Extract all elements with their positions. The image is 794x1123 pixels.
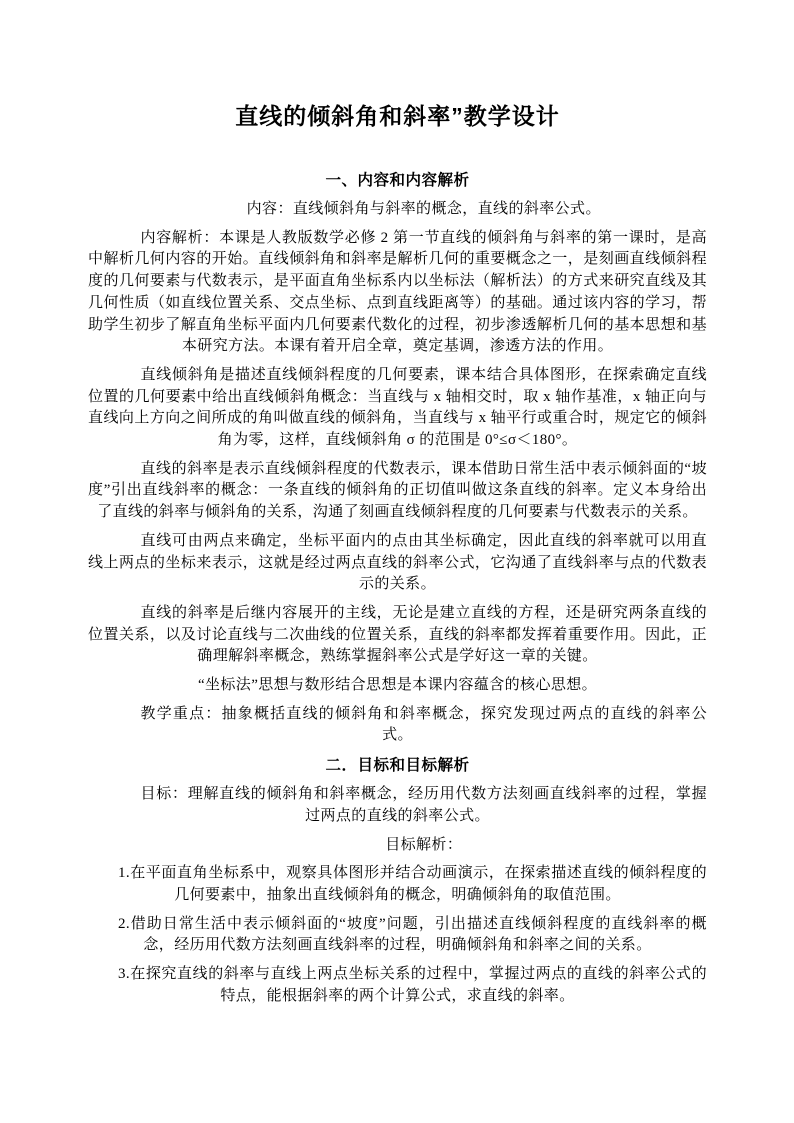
- content-analysis-paragraph-2: 直线倾斜角是描述直线倾斜程度的几何要素，课本结合具体图形，在探索确定直线位置的几何要素中给出直线倾斜角概念：当直线与 x 轴相交时，取 x 轴作基准，x 轴正向与直线向上方向之间所成的角叫做直线的倾斜角，当直线与 x 轴平行或重合时，规定它的倾斜角为零，这样，直线倾斜角 σ 的范围是 0°≤σ＜180°。: [88, 366, 707, 449]
- goal-analysis-item-3: 3.在探究直线的斜率与直线上两点坐标关系的过程中，掌握过两点的直线的斜率公式的特点，能根据斜率的两个计算公式，求直线的斜率。: [118, 966, 707, 1004]
- goal-paragraph: 目标：理解直线的倾斜角和斜率概念，经历用代数方法刻画直线斜率的过程，掌握过两点的直线的斜率公式。: [140, 786, 707, 824]
- section-heading-goal-analysis: 二．目标和目标解析: [325, 757, 470, 775]
- goal-analysis-label: 目标解析：: [385, 836, 463, 853]
- content-analysis-paragraph-5: 直线的斜率是后继内容展开的主线，无论是建立直线的方程，还是研究两条直线的位置关系，以及讨论直线与二次曲线的位置关系，直线的斜率都发挥着重要作用。因此，正确理解斜率概念，熟练掌握斜率公式是学好这一章的关键。: [88, 604, 707, 665]
- content-analysis-paragraph-3: 直线的斜率是表示直线倾斜程度的代数表示，课本借助日常生活中表示倾斜面的“坡度”引出直线斜率的概念：一条直线的倾斜角的正切值叫做这条直线的斜率。定义本身给出了直线的斜率与倾斜角的关系，沟通了刻画直线倾斜程度的几何要素与代数表示的关系。: [88, 460, 707, 521]
- section-heading-content-analysis: 一、内容和内容解析: [325, 172, 470, 189]
- goal-analysis-item-1: 1.在平面直角坐标系中，观察具体图形并结合动画演示，在探索描述直线的倾斜程度的几何要素中，抽象出直线倾斜角的概念，明确倾斜角的取值范围。: [118, 865, 707, 903]
- content-analysis-paragraph-4: 直线可由两点来确定，坐标平面内的点由其坐标确定，因此直线的斜率就可以用直线上两点的坐标来表示，这就是经过两点直线的斜率公式，它沟通了直线斜率与点的代数表示的关系。: [88, 532, 707, 593]
- goal-analysis-item-2: 2.借助日常生活中表示倾斜面的“坡度”问题，引出描述直线倾斜程度的直线斜率的概念，经历用代数方法刻画直线斜率的过程，明确倾斜角和斜率之间的关系。: [118, 915, 707, 954]
- core-idea-paragraph: “坐标法”思想与数形结合思想是本课内容蕴含的核心思想。: [197, 677, 598, 694]
- teaching-focus-paragraph: 教学重点：抽象概括直线的倾斜角和斜率概念，探究发现过两点的直线的斜率公式。: [140, 705, 707, 744]
- document-title: 直线的倾斜角和斜率”教学设计: [235, 103, 560, 129]
- content-analysis-paragraph-1: 内容解析：本课是人教版数学必修 2 第一节直线的倾斜角与斜率的第一课时，是高中解析几何内容的开始。直线倾斜角和斜率是解析几何的重要概念之一，是刻画直线倾斜程度的几何要素与代数表示，是平面直角坐标系内以坐标法（解析法）的方式来研究直线及其几何性质（如直线位置关系、交点坐标、点到直线距离等）的基础。通过该内容的学习，帮助学生初步了解直角坐标平面内几何要素代数化的过程，初步渗透解析几何的基本思想和基本研究方法。本课有着开启全章，奠定基调，渗透方法的作用。: [88, 229, 707, 355]
- content-summary-paragraph: 内容：直线倾斜角与斜率的概念，直线的斜率公式。: [246, 201, 601, 217]
